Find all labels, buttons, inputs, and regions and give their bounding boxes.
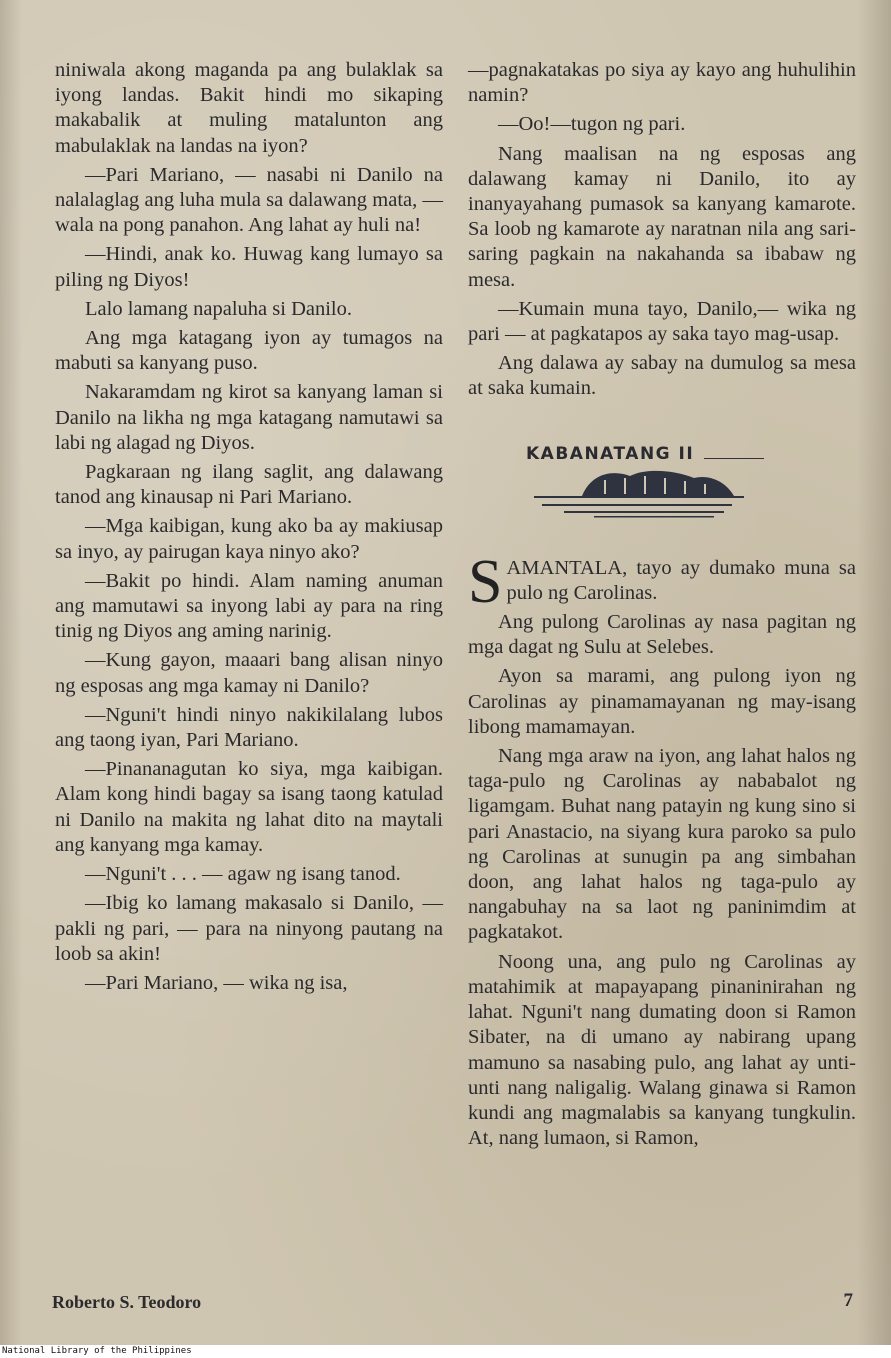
drop-cap: S <box>468 547 503 616</box>
paragraph: Ayon sa marami, ang pulong iyon ng Carolinas ay pinamamayanan ng may-isang libong mamamayan. <box>468 665 856 738</box>
paragraph: —pagnakatakas po siya ay kayo ang huhulihin namin? <box>468 59 856 107</box>
chapter-heading-block <box>526 442 766 526</box>
opening-text: AMANTALA, tayo ay dumako muna sa pulo ng Carolinas. <box>506 556 856 604</box>
chapter-heading: KABANATANG II <box>526 443 695 464</box>
page-number: 7 <box>843 1290 853 1311</box>
landscape-illustration-icon <box>534 466 764 522</box>
paragraph: Ang dalawa ay sabay na dumulog sa mesa at saka kumain. <box>468 352 856 400</box>
paragraph: —Nguni't hindi ninyo nakikilalang lubos ang taong iyan, Pari Mariano. <box>55 703 443 752</box>
right-column <box>468 58 856 1155</box>
credit-strip <box>0 1345 891 1358</box>
paragraph: —Oo!—tugon ng pari. <box>498 113 686 136</box>
paragraph: —Pinananagutan ko siya, mga kaibigan. Alam kong hindi bagay sa isang taong katulad ni Danilo na makita ng lahat dito na maytali ang kanyang mga kamay. <box>55 758 443 856</box>
paragraph: Ang mga katagang iyon ay tumagos na mabuti sa kanyang puso. <box>55 327 443 375</box>
page-shadow-left <box>0 0 22 1345</box>
library-credit: National Library of the Philippines <box>2 1346 192 1356</box>
paragraph: —Pari Mariano, — wika ng isa, <box>85 971 348 994</box>
paragraph: —Hindi, anak ko. Huwag kang lumayo sa piling ng Diyos! <box>55 243 443 291</box>
heading-rule <box>704 458 764 459</box>
paragraph: —Nguni't . . . — agaw ng isang tanod. <box>85 863 401 886</box>
paragraph: —Kung gayon, maaari bang alisan ninyo ng esposas ang mga kamay ni Danilo? <box>55 649 443 697</box>
paragraph: Noong una, ang pulo ng Carolinas ay matahimik at mapayapang pinaninirahan ng lahat. Nguni't nang dumating doon si Ramon Sibater, na di umano ay nabirang upang mamuno sa nasabing pulo, ang lahat ay unti-unti nang naligalig. Walang ginawa si Ramon kundi ang magmalabis sa kanyang tungkulin. At, nang lumaon, si Ramon, <box>468 950 856 1150</box>
paragraph: Nakaramdam ng kirot sa kanyang laman si Danilo na likha ng mga katagang namutawi sa labi ng alagad ng Diyos. <box>55 381 443 454</box>
paragraph: Nang maalisan na ng esposas ang dalawang kamay ni Danilo, ito ay inanyayahang pumasok sa kanyang kamarote. Sa loob ng kamarote ay naratnan nila ang sari-saring pagkain na nakahanda sa ibabaw ng mesa. <box>468 142 856 291</box>
paragraph: Ang pulong Carolinas ay nasa pagitan ng mga dagat ng Sulu at Selebes. <box>468 611 856 659</box>
page-shadow-right <box>857 0 891 1345</box>
paragraph: Nang mga araw na iyon, ang lahat halos ng taga-pulo ng Carolinas ay nababalot ng ligamgam. Buhat nang patayin ng kung sino si pari Anastacio, na siyang kura paroko sa pulo ng Carolinas at sunugin pa ang simbahan doon, ang lahat halos ng taga-pulo ay nangabuhay na sa laot ng paninimdim at pagkatakot. <box>468 745 856 944</box>
paragraph: niniwala akong maganda pa ang bulaklak sa iyong landas. Bakit hindi mo sikaping makabalik at muling matalunton ang mabulaklak na landas na iyon? <box>55 59 443 157</box>
paragraph: Lalo lamang napaluha si Danilo. <box>85 297 352 320</box>
paragraph: —Pari Mariano, — nasabi ni Danilo na nalalaglag ang luha mula sa dalawang mata, — wala na pong panahon. Ang lahat ay huli na! <box>55 163 443 237</box>
paragraph: —Ibig ko lamang makasalo si Danilo, — pakli ng pari, — para na ninyong pautang na loob sa akin! <box>55 892 443 965</box>
footer-author: Roberto S. Teodoro <box>52 1292 202 1312</box>
left-column <box>55 58 443 1000</box>
paragraph: —Kumain muna tayo, Danilo,— wika ng pari — at pagkatapos ay saka tayo mag-usap. <box>468 297 856 346</box>
opening-paragraph <box>468 547 856 616</box>
paragraph: —Mga kaibigan, kung ako ba ay makiusap sa inyo, ay pairugan kaya ninyo ako? <box>55 515 443 563</box>
paragraph: —Bakit po hindi. Alam naming anuman ang mamutawi sa inyong labi ay para na ring tinig ng Diyos ang aming narinig. <box>55 569 443 643</box>
paragraph: Pagkaraan ng ilang saglit, ang dalawang tanod ang kinausap ni Pari Mariano. <box>55 461 443 509</box>
